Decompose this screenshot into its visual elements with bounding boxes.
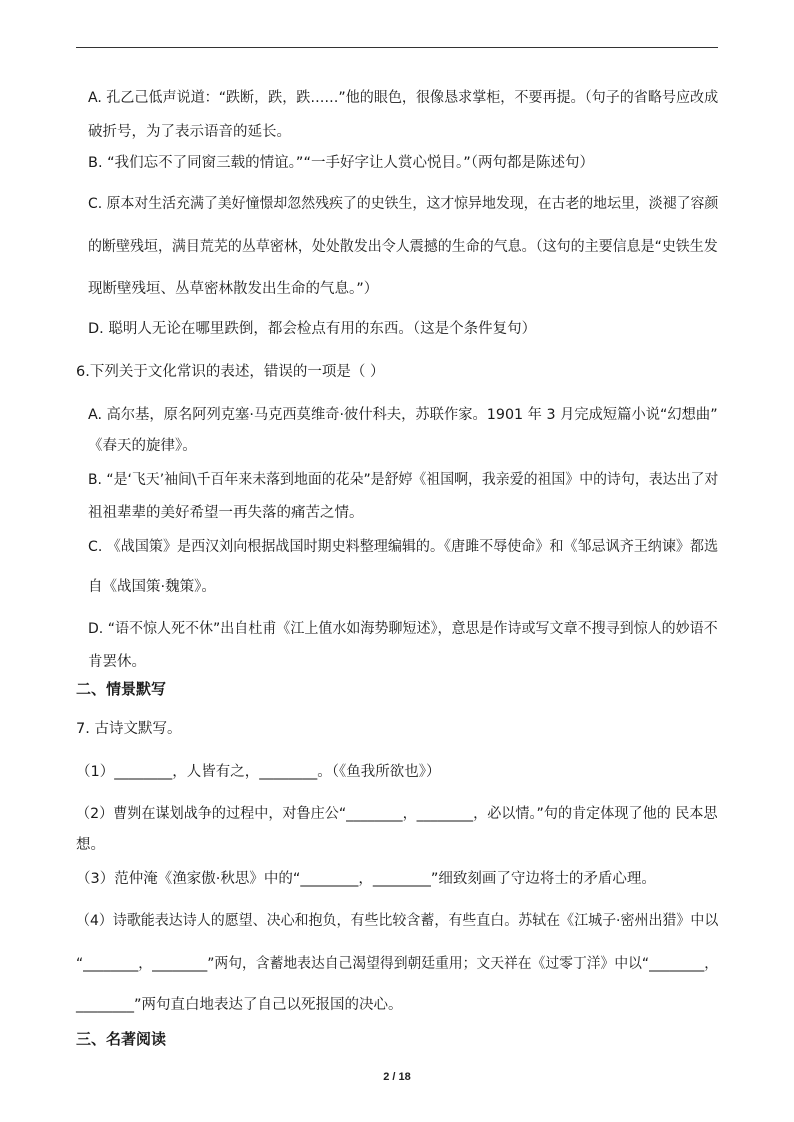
q6-option-a-line2: 《春天的旋律》。 <box>88 438 197 454</box>
q7-stem: 7. 古诗文默写。 <box>76 721 182 737</box>
q5-option-c-line1: C. 原本对生活充满了美好憧憬却忽然残疾了的史铁生，这才惊异地发现，在古老的地坛里，淡褪了容颜 <box>88 196 719 212</box>
page-number: 2 / 18 <box>383 1071 411 1083</box>
q7-item-4-line3: ________”两句直白地表达了自己以死报国的决心。 <box>76 997 403 1013</box>
q5-option-c-line3: 现断壁残垣、丛草密林散发出生命的气息。”） <box>88 281 379 297</box>
q6-option-c-line1: C. 《战国策》是西汉刘向根据战国时期史料整理编辑的。《唐雎不辱使命》和《邹忌讽齐王纳谏》都选 <box>88 539 719 555</box>
q5-option-c-line2: 的断壁残垣，满目荒芜的丛草密林，处处散发出令人震撼的生命的气息。（这句的主要信息是“史铁生发 <box>88 239 718 255</box>
q5-option-a-line1: A. 孔乙己低声说道：“跌断，跌，跌……”他的眼色，很像恳求掌柜，不要再提。（句子的省略号应改成 <box>88 90 719 106</box>
q6-option-a-line1: A. 高尔基，原名阿列克塞·马克西莫维奇·彼什科夫，苏联作家。1901 年 3 月完成短篇小说“幻想曲” <box>88 407 718 423</box>
q6-option-c-line2: 自《战国策·魏策》。 <box>88 579 216 595</box>
q7-item-2-line2: 想。 <box>76 837 105 853</box>
q7-item-4-line2: “________，________”两句，含蓄地表达自己渴望得到朝廷重用；文天祥在《过零丁洋》中以“________， <box>76 956 719 972</box>
q6-option-d-line2: 肯罢休。 <box>88 654 146 670</box>
section-heading-3: 三、名著阅读 <box>76 1030 167 1048</box>
q5-option-a-line2: 破折号，为了表示语音的延长。 <box>88 124 291 140</box>
q5-option-d: D. 聪明人无论在哪里跌倒，都会检点有用的东西。（这是个条件复句） <box>88 321 537 337</box>
q7-item-3: （3）范仲淹《渔家傲·秋思》中的“________，________”细致刻画了守边将士的矛盾心理。 <box>76 871 656 887</box>
q6-option-d-line1: D. “语不惊人死不休”出自杜甫《江上值水如海势聊短述》，意思是作诗或写文章不搜寻到惊人的妙语不 <box>88 621 718 637</box>
q7-item-2-line1: （2）曹刿在谋划战争的过程中，对鲁庄公“________，________，必以情。”句的肯定体现了他的 民本思 <box>76 806 718 822</box>
q6-stem: 6.下列关于文化常识的表述，错误的一项是（ ） <box>76 364 385 380</box>
section-heading-2: 二、情景默写 <box>76 680 167 698</box>
q5-option-b: B. “我们忘不了同窗三载的情谊。”“一手好字让人赏心悦目。”（两句都是陈述句） <box>88 155 594 171</box>
q6-option-b-line2: 祖祖辈辈的美好希望一再失落的痛苦之情。 <box>88 505 364 521</box>
header-rule <box>76 47 718 48</box>
q6-option-b-line1: B. “是‘飞天’袖间\千百年来未落到地面的花朵”是舒婷《祖国啊，我亲爱的祖国》中的诗句，表达出了对 <box>88 472 719 488</box>
q7-item-1: （1）________，人皆有之，________。（《鱼我所欲也》） <box>76 764 441 780</box>
q7-item-4-line1: （4）诗歌能表达诗人的愿望、决心和抱负，有些比较含蓄，有些直白。苏轼在《江城子·密州出猎》中以 <box>76 913 719 929</box>
